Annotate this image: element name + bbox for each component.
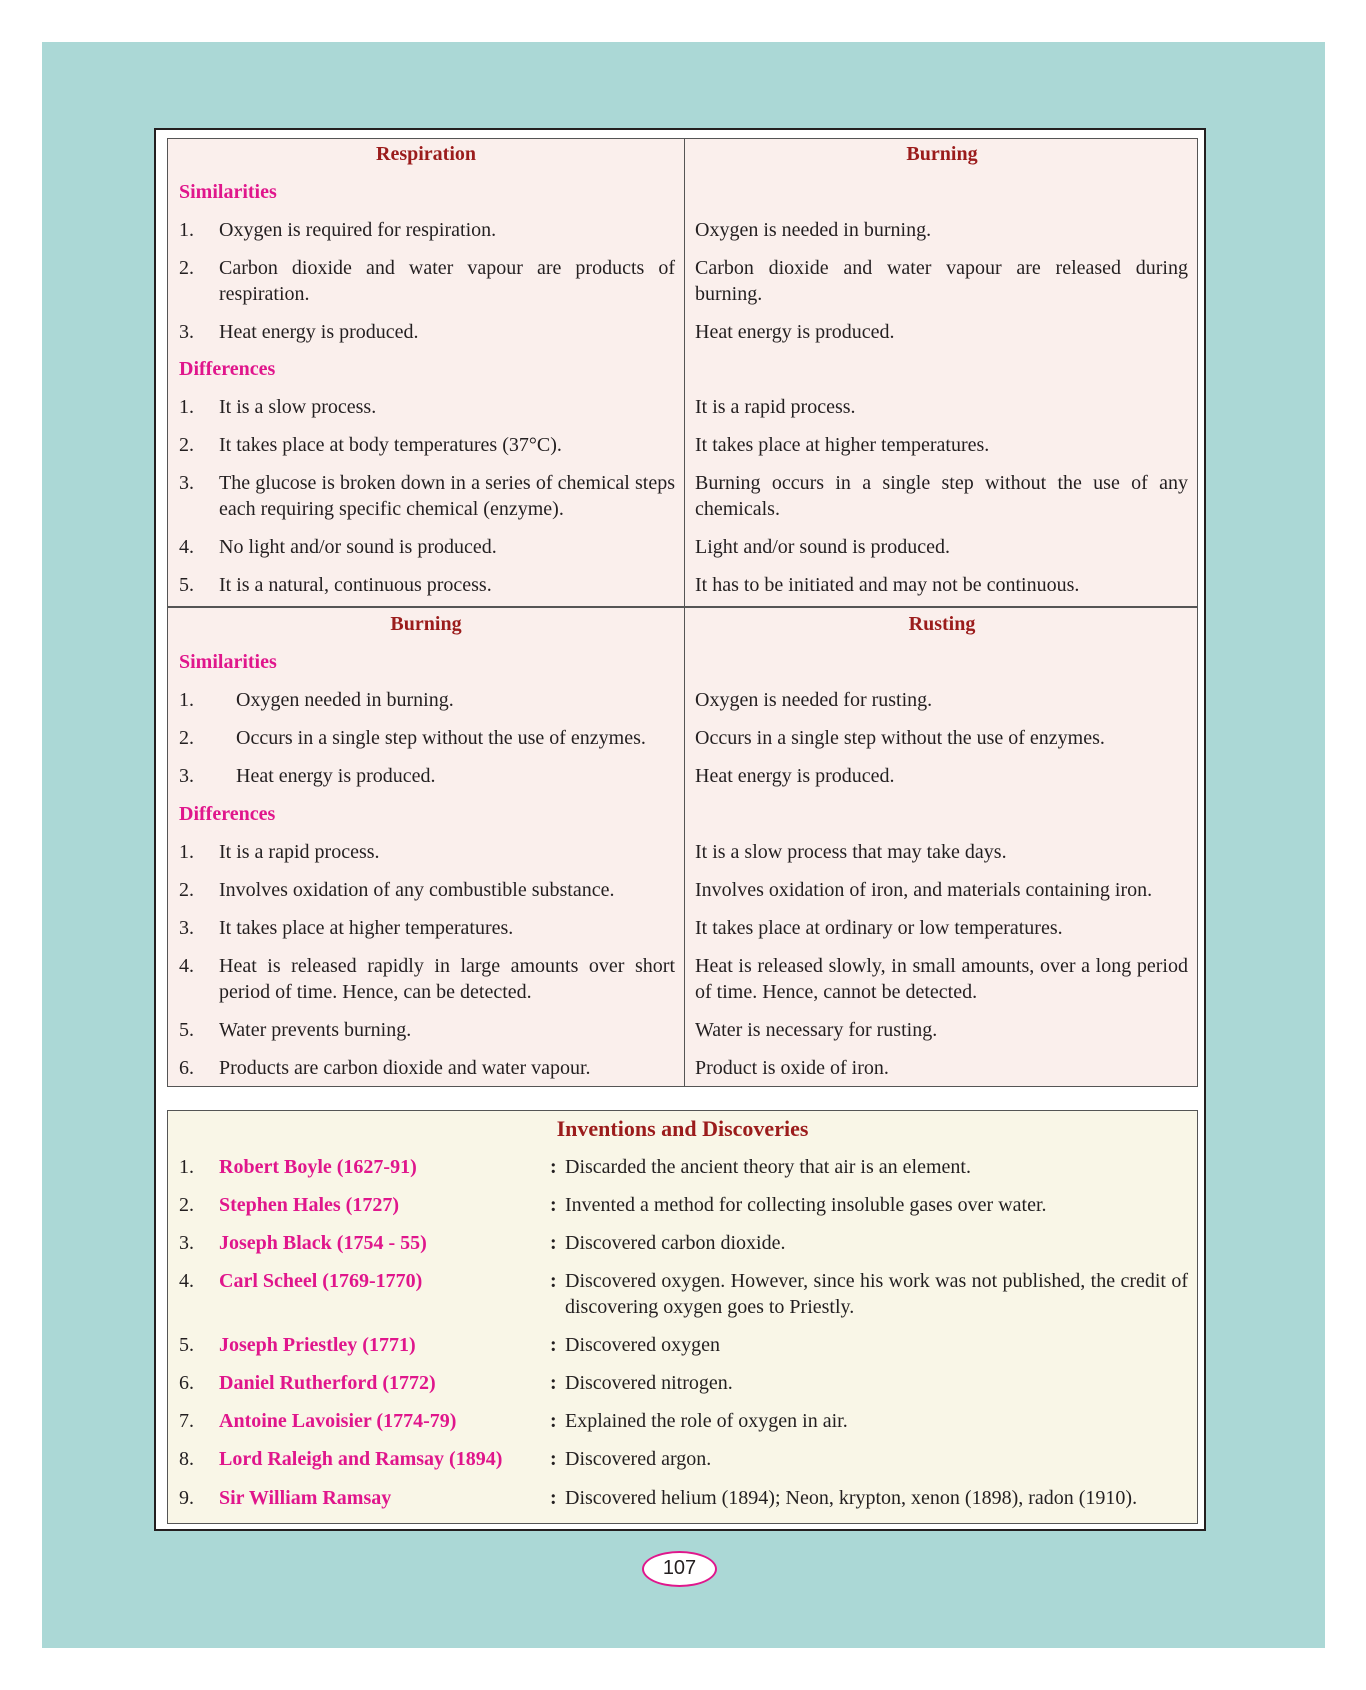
row-number: 5. (179, 1019, 194, 1041)
right-cell: Product is oxide of iron. (695, 1057, 889, 1079)
left-cell: Heat is released rapidly in large amounts over short period of time. Hence, can be detected. (219, 955, 675, 1003)
right-cell: Burning occurs in a single step without the use of any chemicals. (695, 472, 1188, 520)
row-number: 3. (179, 472, 194, 494)
column-header-respiration: Respiration (376, 143, 476, 165)
item-number: 9. (179, 1487, 194, 1509)
separator-colon: : (550, 1410, 557, 1432)
left-cell: Carbon dioxide and water vapour are products of respiration. (219, 257, 675, 305)
table-row (168, 255, 1197, 307)
scientist-name: Stephen Hales (1727) (219, 1194, 399, 1216)
row-number: 1. (179, 396, 194, 418)
right-cell: Involves oxidation of iron, and materials containing iron. (695, 879, 1153, 901)
right-cell: Oxygen is needed for rusting. (695, 689, 933, 711)
left-cell: Oxygen needed in burning. (236, 689, 454, 711)
similarities-heading: Similarities (179, 181, 277, 203)
left-cell: Occurs in a single step without the use of enzymes. (236, 727, 646, 749)
discovery-description: Discovered carbon dioxide. (565, 1232, 786, 1254)
right-cell: Heat energy is produced. (695, 321, 895, 343)
left-cell: Heat energy is produced. (219, 321, 419, 343)
row-number: 1. (179, 689, 194, 711)
right-cell: Oxygen is needed in burning. (695, 219, 932, 241)
discovery-description: Invented a method for collecting insoluble gases over water. (565, 1194, 1047, 1216)
left-cell: Water prevents burning. (219, 1019, 412, 1041)
row-number: 2. (179, 727, 194, 749)
similarities-heading: Similarities (179, 651, 277, 673)
discovery-description: Explained the role of oxygen in air. (565, 1410, 848, 1432)
right-cell: Occurs in a single step without the use of enzymes. (695, 727, 1105, 749)
discovery-description: Discovered argon. (565, 1448, 712, 1470)
right-cell: Carbon dioxide and water vapour are released during burning. (695, 257, 1188, 305)
item-number: 1. (179, 1156, 194, 1178)
table-row (168, 953, 1197, 1005)
separator-colon: : (550, 1232, 557, 1254)
right-cell: Water is necessary for rusting. (695, 1019, 938, 1041)
row-number: 3. (179, 917, 194, 939)
left-cell: Oxygen is required for respiration. (219, 219, 497, 241)
discovery-description: Discovered oxygen (565, 1334, 720, 1356)
right-cell: It is a slow process that may take days. (695, 841, 1007, 863)
discovery-description: Discovered helium (1894); Neon, krypton, xenon (1898), radon (1910). (565, 1487, 1138, 1509)
item-number: 4. (179, 1270, 194, 1292)
item-number: 5. (179, 1334, 194, 1356)
item-number: 3. (179, 1232, 194, 1254)
row-number: 3. (179, 321, 194, 343)
right-cell: Heat energy is produced. (695, 765, 895, 787)
right-cell: Heat is released slowly, in small amounts, over a long period of time. Hence, cannot be detected. (695, 955, 1188, 1003)
separator-colon: : (550, 1270, 557, 1292)
separator-colon: : (550, 1448, 557, 1470)
separator-colon: : (550, 1194, 557, 1216)
column-header-burning: Burning (390, 613, 462, 635)
item-number: 6. (179, 1372, 194, 1394)
inventions-discoveries-box (167, 1110, 1198, 1524)
separator-colon: : (550, 1156, 557, 1178)
row-number: 2. (179, 879, 194, 901)
right-cell: It is a rapid process. (695, 396, 856, 418)
column-divider (684, 608, 685, 1086)
page-number: 107 (642, 1551, 717, 1587)
scientist-name: Carl Scheel (1769-1770) (219, 1270, 423, 1292)
right-cell: It takes place at ordinary or low temperatures. (695, 917, 1063, 939)
left-cell: Involves oxidation of any combustible substance. (219, 879, 615, 901)
row-number: 3. (179, 765, 194, 787)
column-header-rusting: Rusting (908, 613, 976, 635)
inventions-title: Inventions and Discoveries (556, 1116, 809, 1141)
left-cell: The glucose is broken down in a series of chemical steps each requiring specific chemical (enzyme). (219, 472, 675, 520)
discovery-description: Discarded the ancient theory that air is an element. (565, 1156, 971, 1178)
list-item (168, 1268, 1197, 1320)
respiration-burning-table (167, 138, 1198, 607)
scientist-name: Joseph Priestley (1771) (219, 1334, 416, 1356)
right-cell: It takes place at higher temperatures. (695, 434, 990, 456)
left-cell: It is a slow process. (219, 396, 377, 418)
differences-heading: Differences (179, 803, 276, 825)
right-cell: It has to be initiated and may not be continuous. (695, 574, 1080, 596)
scientist-name: Joseph Black (1754 - 55) (219, 1232, 427, 1254)
left-cell: It takes place at body temperatures (37°C). (219, 434, 562, 456)
separator-colon: : (550, 1334, 557, 1356)
row-number: 5. (179, 574, 194, 596)
row-number: 6. (179, 1057, 194, 1079)
item-number: 2. (179, 1194, 194, 1216)
row-number: 4. (179, 955, 194, 977)
table-row (168, 470, 1197, 522)
discovery-description: Discovered oxygen. However, since his work was not published, the credit of discovering oxygen goes to Priestly. (565, 1270, 1188, 1318)
item-number: 7. (179, 1410, 194, 1432)
column-divider (684, 139, 685, 606)
right-cell: Light and/or sound is produced. (695, 536, 950, 558)
left-cell: It takes place at higher temperatures. (219, 917, 514, 939)
burning-rusting-table (167, 607, 1198, 1087)
left-cell: No light and/or sound is produced. (219, 536, 497, 558)
scientist-name: Lord Raleigh and Ramsay (1894) (219, 1448, 503, 1470)
differences-heading: Differences (179, 358, 276, 380)
scientist-name: Antoine Lavoisier (1774-79) (219, 1410, 457, 1432)
left-cell: It is a natural, continuous process. (219, 574, 492, 596)
discovery-description: Discovered nitrogen. (565, 1372, 733, 1394)
row-number: 2. (179, 257, 194, 279)
row-number: 1. (179, 219, 194, 241)
left-cell: It is a rapid process. (219, 841, 380, 863)
scientist-name: Daniel Rutherford (1772) (219, 1372, 436, 1394)
separator-colon: : (550, 1487, 557, 1509)
item-number: 8. (179, 1448, 194, 1470)
column-header-burning: Burning (906, 143, 978, 165)
separator-colon: : (550, 1372, 557, 1394)
scientist-name: Sir William Ramsay (219, 1487, 392, 1509)
left-cell: Heat energy is produced. (236, 765, 436, 787)
row-number: 2. (179, 434, 194, 456)
scientist-name: Robert Boyle (1627-91) (219, 1156, 417, 1178)
left-cell: Products are carbon dioxide and water vapour. (219, 1057, 591, 1079)
row-number: 1. (179, 841, 194, 863)
row-number: 4. (179, 536, 194, 558)
